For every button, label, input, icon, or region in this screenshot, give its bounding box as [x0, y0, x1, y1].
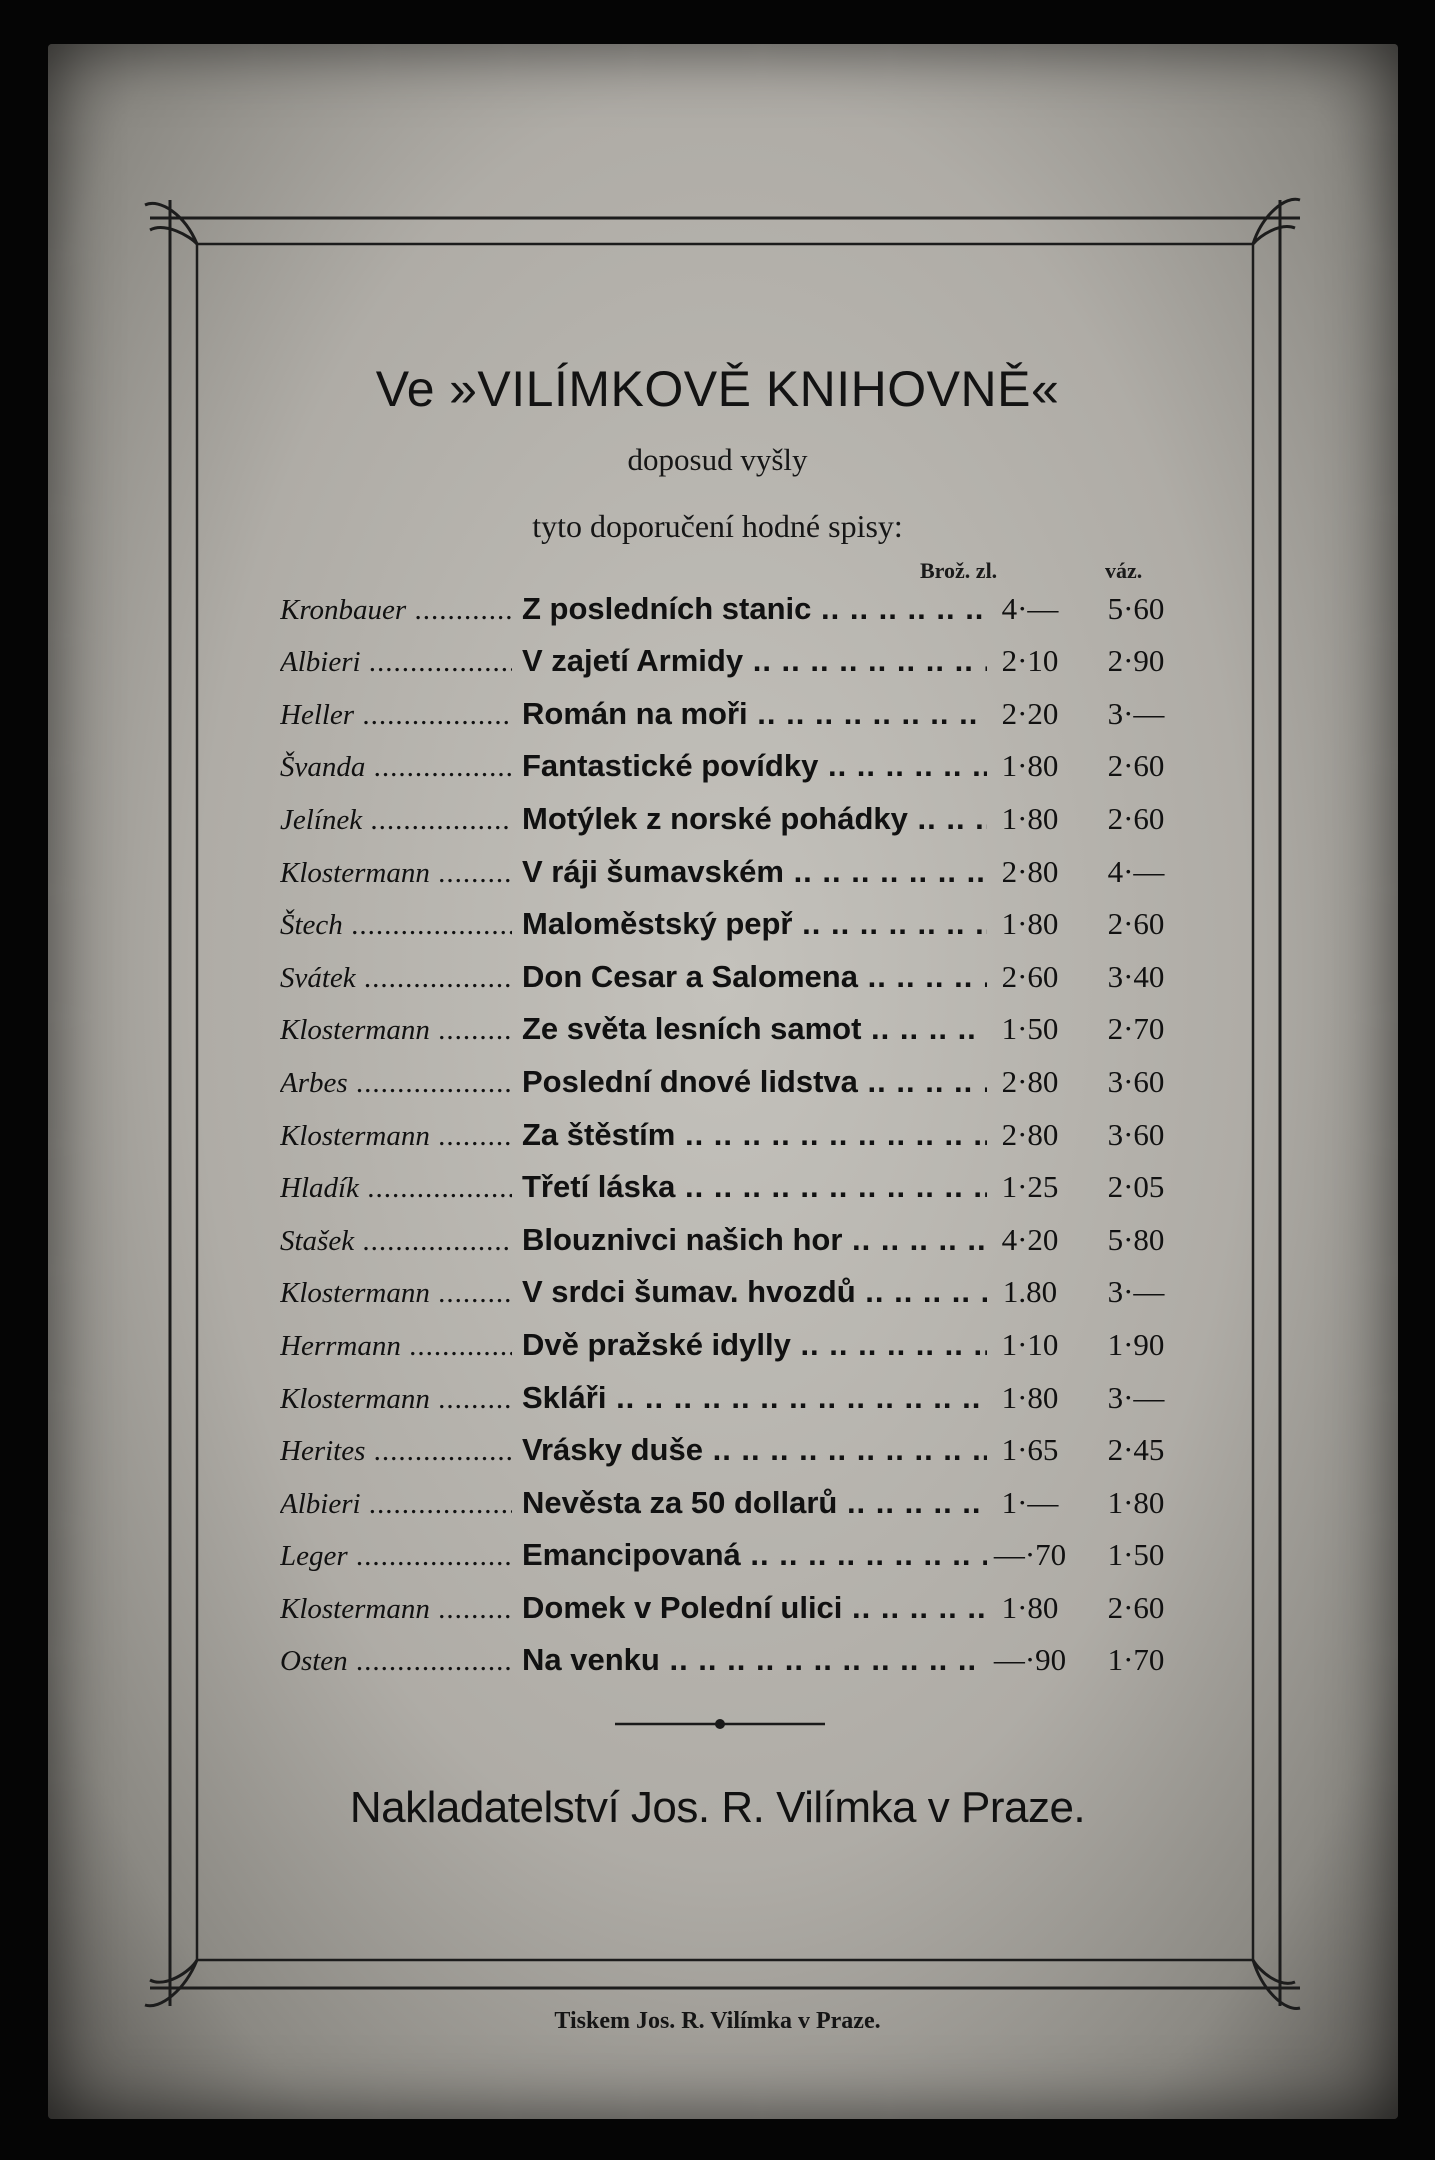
price-brozovane: 1·25 [1001, 1169, 1059, 1205]
price-brozovane: 1·50 [1001, 1011, 1059, 1047]
price-vazane: 2·60 [1107, 800, 1165, 836]
book-row [278, 952, 1178, 1005]
price-brozovane: 1·80 [1001, 1589, 1059, 1625]
divider-ornament [615, 1714, 825, 1734]
book-row [278, 1531, 1178, 1584]
book-author: Klostermann ..... [280, 1120, 512, 1153]
subtitle-line-1: doposud vyšly [627, 442, 808, 477]
price-brozovane: 2·80 [1001, 1116, 1059, 1152]
book-author: Albieri ..... [280, 646, 512, 679]
book-author: Švanda ..... [280, 751, 512, 784]
price-brozovane: 1·80 [1001, 748, 1059, 784]
book-title: Nevěsta za 50 dollarů .. .. [522, 1485, 987, 1521]
price-brozovane: 1·80 [1001, 1379, 1059, 1415]
book-title: Třetí láska .. .. [522, 1169, 987, 1205]
book-row [278, 689, 1178, 742]
printer-line: Tiskem Jos. R. Vilímka v Praze. [554, 2008, 881, 2034]
book-row [278, 1005, 1178, 1058]
book-row [278, 1110, 1178, 1163]
book-title: Maloměstský pepř .. .. [522, 906, 987, 942]
book-row [278, 1215, 1178, 1268]
price-vazane: 2·90 [1107, 643, 1165, 679]
book-title: Fantastické povídky .. .. [522, 748, 987, 784]
book-title: Román na moři .. .. [522, 696, 987, 732]
price-vazane: 5·60 [1107, 590, 1165, 626]
book-author: Osten ..... [280, 1645, 512, 1678]
book-title: Blouznivci našich hor .. .. [522, 1222, 987, 1258]
book-title: Za štěstím .. .. [522, 1117, 987, 1153]
book-row [278, 637, 1178, 690]
book-author: Arbes ..... [280, 1067, 512, 1100]
book-title: Motýlek z norské pohádky .. .. [522, 801, 987, 837]
book-title: Skláři .. .. [522, 1380, 987, 1416]
book-title: Don Cesar a Salomena .. .. [522, 959, 987, 995]
price-vazane: 1·80 [1107, 1484, 1165, 1520]
price-vazane: 2·70 [1107, 1011, 1165, 1047]
book-list [278, 584, 1178, 1688]
book-row [278, 794, 1178, 847]
price-brozovane: 2·20 [1001, 695, 1059, 731]
book-title: V zajetí Armidy .. .. [522, 643, 987, 679]
price-brozovane: 1·80 [1001, 906, 1059, 942]
title-prefix: Ve [375, 361, 436, 417]
book-author: Albieri ..... [280, 1488, 512, 1521]
title-series: »VILÍMKOVĚ KNIHOVNĚ« [449, 361, 1060, 417]
price-vazane: 1·50 [1107, 1537, 1165, 1573]
book-author: Klostermann ..... [280, 1014, 512, 1047]
book-author: Herrmann ..... [280, 1330, 512, 1363]
price-vazane: 3·— [1107, 1379, 1165, 1415]
book-title: Emancipovaná .. .. [522, 1537, 987, 1573]
price-vazane: 1·70 [1107, 1642, 1165, 1678]
book-title: V ráji šumavském .. .. [522, 854, 987, 890]
book-author: Heller ..... [280, 699, 512, 732]
price-brozovane: —·90 [993, 1642, 1067, 1678]
price-brozovane: 1·— [1001, 1484, 1059, 1520]
price-vazane: 2·60 [1107, 906, 1165, 942]
book-row [278, 847, 1178, 900]
book-author: Štech ..... [280, 909, 512, 942]
price-brozovane: 2·80 [1001, 1063, 1059, 1099]
price-brozovane: 4·20 [1001, 1221, 1059, 1257]
book-row [278, 1320, 1178, 1373]
price-vazane: 5·80 [1107, 1221, 1165, 1257]
price-vazane: 2·05 [1107, 1169, 1165, 1205]
book-author: Klostermann ..... [280, 857, 512, 890]
book-title: Domek v Polední ulici .. .. [522, 1590, 987, 1626]
book-row [278, 1268, 1178, 1321]
book-title: V srdci šumav. hvozdů .. .. [522, 1274, 987, 1310]
price-vazane: 2·60 [1107, 1589, 1165, 1625]
book-author: Klostermann ..... [280, 1593, 512, 1626]
price-brozovane: 1·65 [1001, 1432, 1059, 1468]
publisher-line: Nakladatelství Jos. R. Vilímka v Praze. [349, 1783, 1086, 1832]
price-brozovane: 1·80 [1001, 800, 1059, 836]
price-vazane: 2·60 [1107, 748, 1165, 784]
catalog-title [0, 360, 1435, 418]
book-row [278, 1373, 1178, 1426]
book-row [278, 584, 1178, 637]
book-row [278, 742, 1178, 795]
subtitle-line-2: tyto doporučení hodné spisy: [532, 508, 903, 544]
price-vazane: 2·45 [1107, 1432, 1165, 1468]
price-vazane: 3·60 [1107, 1063, 1165, 1099]
book-row [278, 1426, 1178, 1479]
book-title: Vrásky duše .. .. [522, 1432, 987, 1468]
book-title: Poslední dnové lidstva .. .. [522, 1064, 987, 1100]
price-vazane: 3·60 [1107, 1116, 1165, 1152]
column-header-brozovane: Brož. zl. [920, 558, 998, 583]
price-brozovane: 2·80 [1001, 853, 1059, 889]
price-vazane: 3·— [1107, 1274, 1165, 1310]
book-row [278, 1583, 1178, 1636]
book-author: Hladík ..... [280, 1172, 512, 1205]
book-row [278, 1057, 1178, 1110]
book-row [278, 1636, 1178, 1689]
price-brozovane: 2·10 [1001, 643, 1059, 679]
book-title: Ze světa lesních samot .. .. [522, 1011, 987, 1047]
book-author: Kronbauer ..... [280, 594, 512, 627]
price-brozovane: 2·60 [1001, 958, 1059, 994]
price-brozovane: 1.80 [1002, 1274, 1058, 1310]
price-vazane: 3·— [1107, 695, 1165, 731]
price-brozovane: 1·10 [1001, 1326, 1059, 1362]
book-title: Na venku .. .. [522, 1642, 987, 1678]
book-row [278, 1478, 1178, 1531]
price-vazane: 1·90 [1107, 1326, 1165, 1362]
price-vazane: 4·— [1107, 853, 1165, 889]
book-title: Dvě pražské idylly .. .. [522, 1327, 987, 1363]
book-author: Herites ..... [280, 1435, 512, 1468]
book-author: Stašek ..... [280, 1225, 512, 1258]
book-row [278, 900, 1178, 953]
price-vazane: 3·40 [1107, 958, 1165, 994]
book-author: Leger ..... [280, 1540, 512, 1573]
price-brozovane: 4·— [1001, 590, 1059, 626]
book-author: Klostermann ..... [280, 1277, 512, 1310]
book-author: Svátek ..... [280, 962, 512, 995]
book-title: Z posledních stanic .. .. [522, 591, 987, 627]
price-brozovane: —·70 [993, 1537, 1067, 1573]
book-author: Klostermann ..... [280, 1383, 512, 1416]
book-row [278, 1163, 1178, 1216]
book-author: Jelínek ..... [280, 804, 512, 837]
column-header-vazane: váz. [1105, 558, 1143, 583]
